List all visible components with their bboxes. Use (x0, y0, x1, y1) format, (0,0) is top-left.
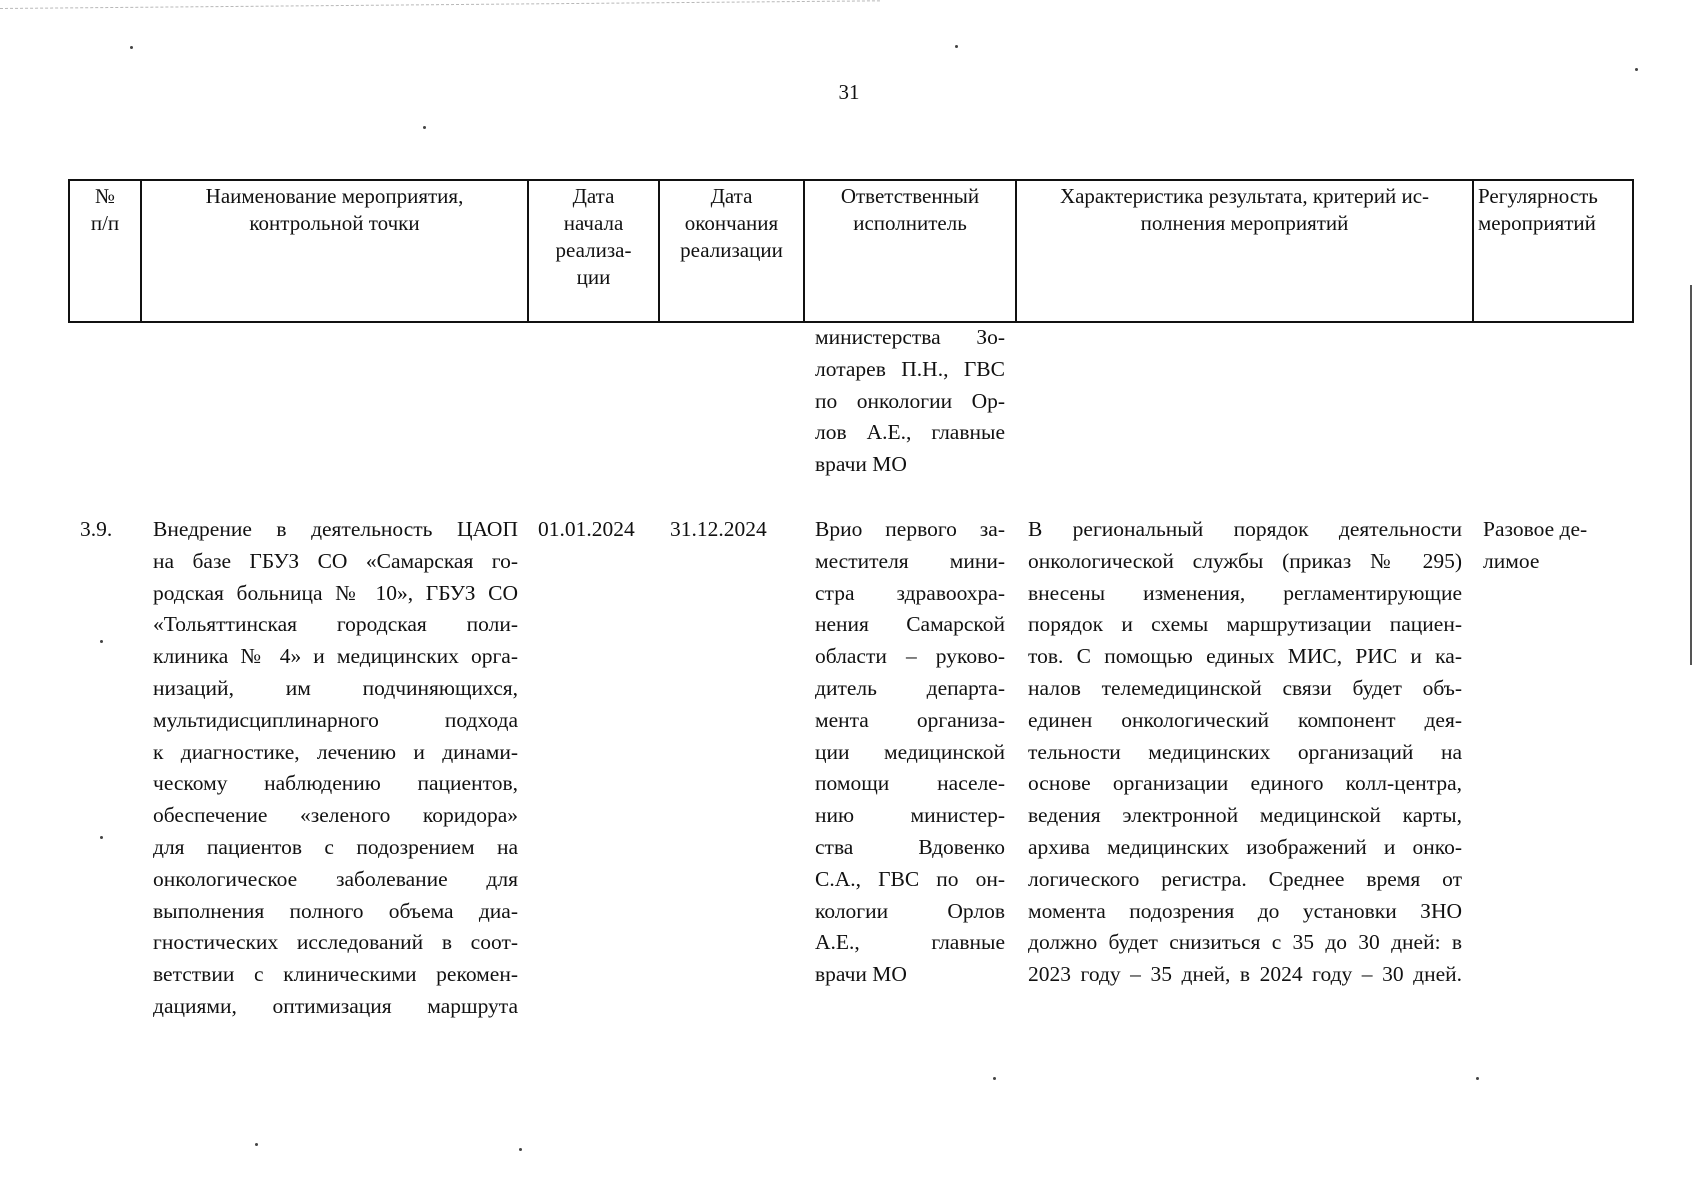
row-responsible: Врио первого за- местителя мини- стра здравоохра- нения Самарской области – руково- дитель департа- мента организа- ции медицинской помощи населе- нию министер- ства Вдовенко С.А., ГВС по он- кологии Орлов А.Е., главные врачи МО (815, 517, 1005, 987)
scan-speck (130, 46, 133, 49)
header-result: Характеристика результата, критерий ис- полнения мероприятий (1016, 180, 1473, 322)
scan-artifact-edge (1690, 285, 1692, 665)
page-number: 31 (838, 80, 860, 104)
scan-speck (1635, 68, 1638, 71)
scan-artifact-line (0, 0, 880, 9)
scan-speck (100, 640, 103, 643)
scan-speck (423, 126, 426, 129)
header-start-date: Дата начала реализа- ции (528, 180, 659, 322)
header-name: Наименование мероприятия, контрольной точки (141, 180, 528, 322)
header-responsible: Ответственный исполнитель (804, 180, 1016, 322)
table-header (68, 179, 1634, 323)
scan-speck (955, 45, 958, 48)
row-name: Внедрение в деятельность ЦАОП на базе ГБУЗ СО «Самарская го- родская больница № 10», ГБУЗ СО «Тольяттинская городская поли- клиника № 4» и медицинских орга- низаций, им подчиняющихся, мультидисциплинарного подхода к диагностике, лечению и динами- ческому наблюдению пациентов, обеспечение «зеленого коридора» для пациентов с подозрением на онкологическое заболевание для выполнения полного объема диа- гностических исследований в соот- ветствии с клиническими рекомен- дациями, оптимизация маршрута (153, 517, 518, 1018)
scan-speck (255, 1143, 258, 1146)
header-regularity: Регулярность мероприятий (1473, 180, 1633, 322)
row-regularity: Разовое де- лимое (1483, 517, 1588, 573)
header-num: № п/п (69, 180, 141, 322)
row-result: В региональный порядок деятельности онкологической службы (приказ № 295) внесены изменения, регламентирующие порядок и схемы маршрутизации пациен- тов. С помощью единых МИС, РИС и ка- налов телемедицинской связи будет объ- единен онкологический компонент дея- тельности медицинских организаций на основе организации единого колл-центра, ведения электронной медицинской карты, архива медицинских изображений и онко- логического регистра. Среднее время от момента подозрения до установки ЗНО должно будет снизиться с 35 до 30 дней: в 2023 году – 35 дней, в 2024 году – 30 дней. (1028, 517, 1462, 987)
row-start-date: 01.01.2024 (538, 517, 635, 541)
continuation-responsible: министерства Зо- лотарев П.Н., ГВС по онкологии Ор- лов А.Е., главные врачи МО (815, 325, 1005, 477)
scan-speck (1476, 1077, 1479, 1080)
header-end-date: Дата окончания реализации (659, 180, 804, 322)
row-end-date: 31.12.2024 (670, 517, 767, 541)
scan-speck (100, 836, 103, 839)
scan-speck (519, 1148, 522, 1151)
scan-speck (993, 1077, 996, 1080)
row-number: 3.9. (80, 517, 113, 541)
